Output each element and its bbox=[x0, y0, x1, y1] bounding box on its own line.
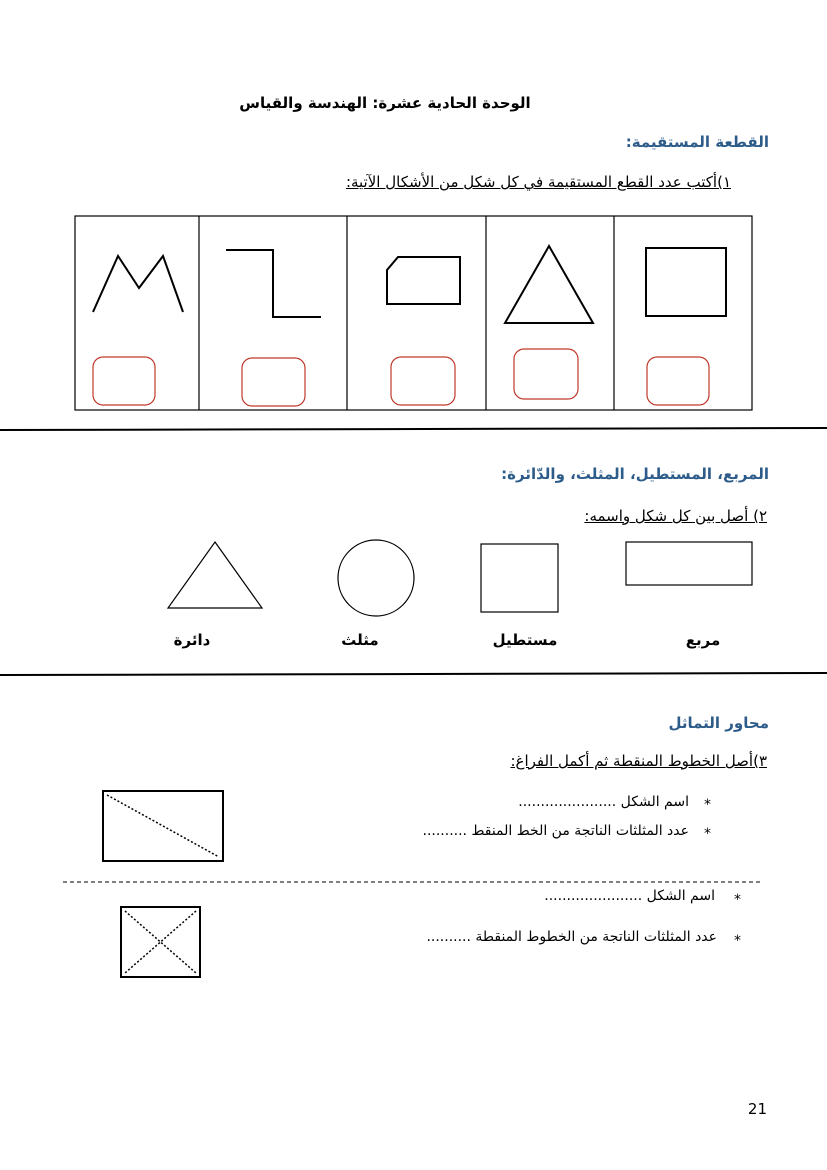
step-path-shape bbox=[226, 250, 321, 317]
bullet-icon: * bbox=[704, 797, 711, 813]
answer-box[interactable] bbox=[242, 358, 305, 406]
section1-question: ١)أكتب عدد القطع المستقيمة في كل شكل من الأشكال الآتية: bbox=[345, 173, 731, 191]
shape-name-line[interactable]: اسم الشكل ...................... bbox=[518, 794, 689, 810]
bullet-icon: * bbox=[734, 933, 741, 949]
section2-heading: المربع، المستطيل، المثلث، والدّائرة: bbox=[501, 465, 769, 483]
label-rectangle[interactable]: مستطيل bbox=[492, 631, 558, 649]
bullet-icon: * bbox=[704, 826, 711, 842]
shape-name-line[interactable]: اسم الشكل ...................... bbox=[544, 888, 715, 904]
dotted-diagonal bbox=[107, 795, 219, 857]
pentagon-shape bbox=[387, 257, 460, 304]
shapes-table bbox=[75, 216, 752, 410]
label-square[interactable]: مربع bbox=[685, 631, 721, 649]
section-divider bbox=[0, 673, 827, 675]
page-title: الوحدة الحادية عشرة: الهندسة والقياس bbox=[239, 94, 531, 112]
triangle-count-line[interactable]: عدد المثلثات الناتجة من الخطوط المنقطة .......... bbox=[426, 929, 717, 945]
section-divider bbox=[0, 428, 827, 430]
rectangle-figure[interactable] bbox=[626, 542, 752, 585]
circle-figure[interactable] bbox=[338, 540, 414, 616]
triangle-count-line[interactable]: عدد المثلثات الناتجة من الخط المنقط .......... bbox=[422, 823, 689, 839]
answer-box[interactable] bbox=[391, 357, 455, 405]
answer-box[interactable] bbox=[514, 349, 578, 399]
section1-heading: القطعة المستقيمة: bbox=[625, 133, 769, 151]
section3-heading: محاور التماثل bbox=[668, 714, 769, 732]
square-figure[interactable] bbox=[481, 544, 558, 612]
bullet-icon: * bbox=[734, 892, 741, 908]
triangle-figure[interactable] bbox=[168, 542, 262, 608]
label-triangle[interactable]: مثلث bbox=[341, 631, 379, 649]
triangle-shape bbox=[505, 246, 593, 323]
section2-question: ٢) أصل بين كل شكل واسمه: bbox=[584, 507, 767, 525]
answer-box[interactable] bbox=[647, 357, 709, 405]
label-circle[interactable]: دائرة bbox=[173, 631, 211, 649]
section3-question: ٣)أصل الخطوط المنقطة ثم أكمل الفراغ: bbox=[510, 752, 767, 770]
zigzag-shape bbox=[93, 256, 183, 312]
page-number: 21 bbox=[747, 1100, 767, 1118]
answer-box[interactable] bbox=[93, 357, 155, 405]
square-shape bbox=[646, 248, 726, 316]
